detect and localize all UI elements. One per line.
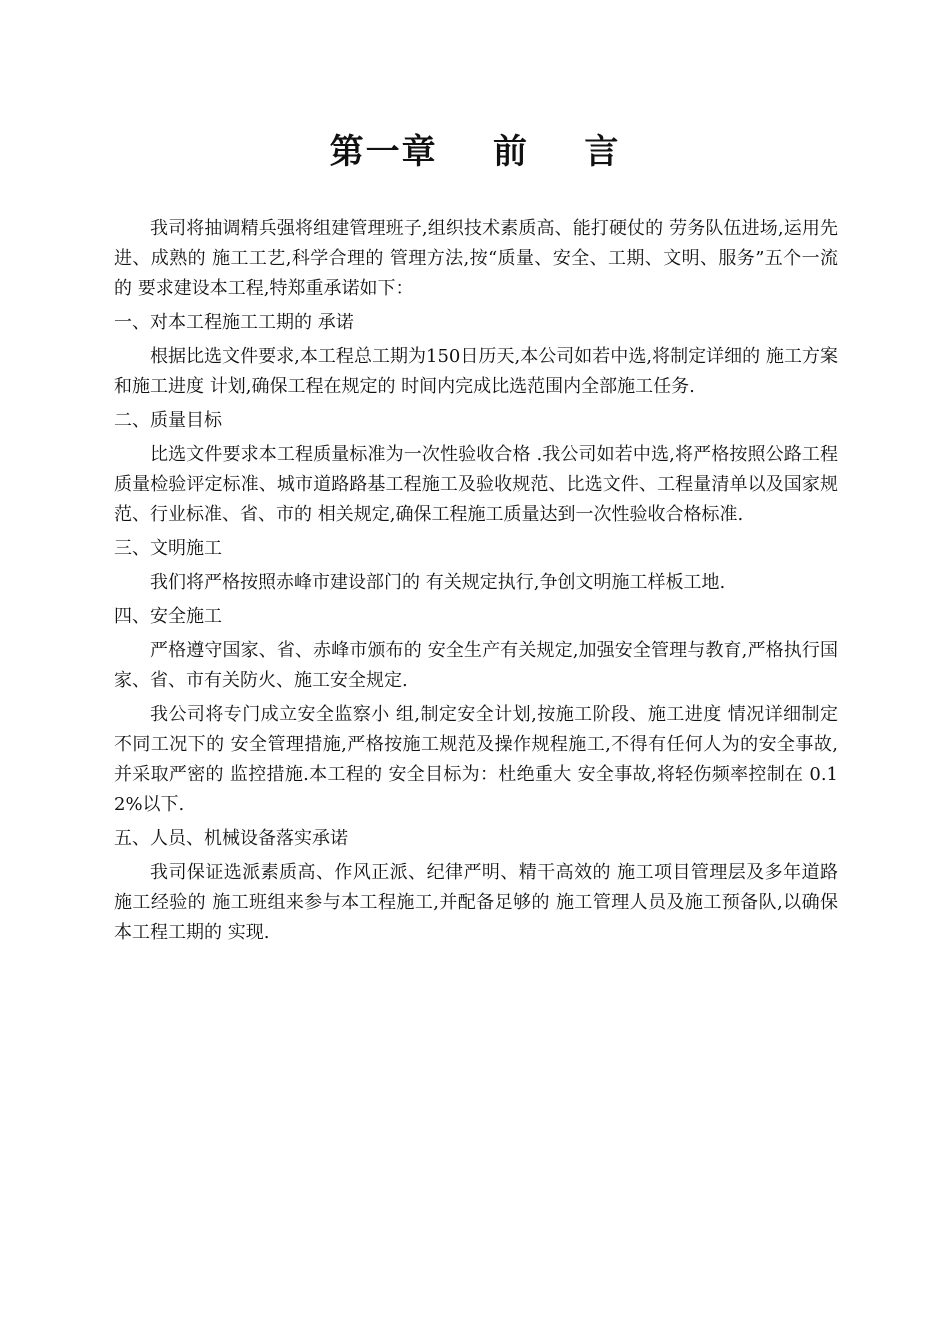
section-heading-civilized: 三、文明施工 — [114, 538, 222, 559]
intro-paragraph: 我司将抽调精兵强将组建管理班子,组织技术素质高、能打硬仗的 劳务队伍进场,运用先进、成熟的 施工工艺,科学合理的 管理方法,按“质量、安全、工期、文明、服务”五个一流的 要求建设本工程,特郑重承诺如下： — [114, 218, 838, 299]
personnel-paragraph: 我司保证选派素质高、作风正派、纪律严明、精干高效的 施工项目管理层及多年道路施工经验的 施工班组来参与本工程施工,并配备足够的 施工管理人员及施工预备队,以确保本工程工期的 实现. — [114, 862, 838, 943]
section-heading-safety: 四、安全施工 — [114, 606, 222, 627]
quality-paragraph: 比选文件要求本工程质量标准为一次性验收合格 .我公司如若中选,将严格按照公路工程质量检验评定标准、城市道路路基工程施工及验收规范、比选文件、工程量清单以及国家规范、行业标准、省、市的 相关规定,确保工程施工质量达到一次性验收合格标准. — [114, 444, 838, 525]
section-heading-quality: 二、质量目标 — [114, 410, 222, 431]
section-heading-schedule: 一、对本工程施工工期的 承诺 — [114, 312, 354, 333]
schedule-paragraph: 根据比选文件要求,本工程总工期为150日历天,本公司如若中选,将制定详细的 施工方案 和施工进度 计划,确保工程在规定的 时间内完成比选范围内全部施工任务. — [114, 346, 838, 397]
chapter-title: 第一章 前 言 — [329, 132, 621, 172]
civilized-paragraph: 我们将严格按照赤峰市建设部门的 有关规定执行,争创文明施工样板工地. — [150, 572, 726, 593]
safety-paragraph-2: 我公司将专门成立安全监察小 组,制定安全计划,按施工阶段、施工进度 情况详细制定不同工况下的 安全管理措施,严格按施工规范及操作规程施工,不得有任何人为的安全事故,并采取严密的 监控措施.本工程的 安全目标为：杜绝重大 安全事故,将轻伤频率控制在 0.12%以下. — [114, 704, 838, 815]
document-body — [114, 214, 838, 952]
safety-paragraph-1: 严格遵守国家、省、赤峰市颁布的 安全生产有关规定,加强安全管理与教育,严格执行国家、省、市有关防火、施工安全规定. — [114, 640, 838, 691]
section-heading-personnel: 五、人员、机械设备落实承诺 — [114, 828, 348, 849]
